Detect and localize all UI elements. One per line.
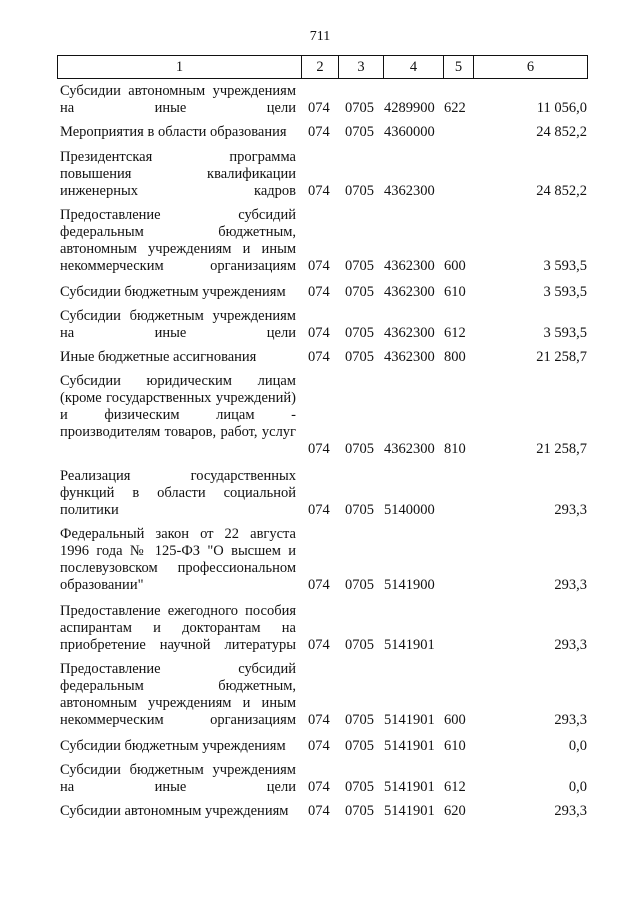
row-cell-c5: 612 xyxy=(444,779,466,795)
column-header-table xyxy=(57,55,588,79)
row-cell-c4: 4362300 xyxy=(384,349,435,365)
column-header-4: 4 xyxy=(384,56,444,79)
row-cell-c4: 5141901 xyxy=(384,712,435,728)
table-row xyxy=(0,349,640,366)
table-row xyxy=(0,468,640,519)
row-name: Предоставление ежегодного пособия аспирантам и докторантам на приобретение научной литературы xyxy=(60,603,296,653)
row-cell-c3: 0705 xyxy=(345,441,374,457)
table-row xyxy=(0,526,640,594)
row-cell-c3: 0705 xyxy=(345,577,374,593)
row-cell-c2: 074 xyxy=(308,124,330,140)
row-cell-c3: 0705 xyxy=(345,325,374,341)
row-name: Субсидии бюджетным учреждениям на иные цели xyxy=(60,762,296,795)
row-name: Федеральный закон от 22 августа 1996 года № 125-ФЗ "О высшем и послевузовском профессиональном образовании" xyxy=(60,526,296,593)
row-cell-c4: 5140000 xyxy=(384,502,435,518)
row-cell-c2: 074 xyxy=(308,325,330,341)
row-cell-c3: 0705 xyxy=(345,738,374,754)
row-cell-c3: 0705 xyxy=(345,637,374,653)
column-header-row xyxy=(58,56,588,79)
row-cell-c4: 4362300 xyxy=(384,441,435,457)
row-cell-c4: 4362300 xyxy=(384,258,435,274)
table-row xyxy=(0,803,640,820)
column-header-6: 6 xyxy=(474,56,588,79)
row-cell-c2: 074 xyxy=(308,803,330,819)
row-cell-c2: 074 xyxy=(308,284,330,300)
row-cell-c5: 612 xyxy=(444,325,466,341)
row-cell-c2: 074 xyxy=(308,349,330,365)
row-name: Мероприятия в области образования xyxy=(60,124,287,140)
page-number: 711 xyxy=(309,29,331,44)
row-cell-c3: 0705 xyxy=(345,284,374,300)
row-cell-c6: 21 258,7 xyxy=(536,349,587,365)
column-header-5: 5 xyxy=(444,56,474,79)
row-cell-c6: 3 593,5 xyxy=(543,258,587,274)
row-cell-c6: 24 852,2 xyxy=(536,124,587,140)
row-cell-c3: 0705 xyxy=(345,803,374,819)
row-cell-c4: 4362300 xyxy=(384,183,435,199)
row-cell-c4: 5141901 xyxy=(384,803,435,819)
row-cell-c6: 11 056,0 xyxy=(536,100,587,116)
row-cell-c4: 4360000 xyxy=(384,124,435,140)
row-cell-c6: 3 593,5 xyxy=(543,325,587,341)
row-cell-c4: 4362300 xyxy=(384,284,435,300)
row-name: Президентская программа повышения квалификации инженерных кадров xyxy=(60,149,296,199)
row-cell-c6: 0,0 xyxy=(568,738,587,754)
row-cell-c3: 0705 xyxy=(345,712,374,728)
table-row xyxy=(0,738,640,755)
row-name: Предоставление субсидий федеральным бюджетным, автономным учреждениям и иным некоммерческим организациям xyxy=(60,207,296,274)
row-cell-c3: 0705 xyxy=(345,349,374,365)
row-cell-c3: 0705 xyxy=(345,100,374,116)
row-cell-c6: 3 593,5 xyxy=(543,284,587,300)
row-name: Субсидии автономным учреждениям xyxy=(60,803,289,819)
row-cell-c4: 5141900 xyxy=(384,577,435,593)
row-cell-c2: 074 xyxy=(308,100,330,116)
row-cell-c3: 0705 xyxy=(345,124,374,140)
row-cell-c6: 293,3 xyxy=(554,803,587,819)
table-row xyxy=(0,762,640,796)
row-cell-c6: 0,0 xyxy=(568,779,587,795)
table-row xyxy=(0,207,640,275)
row-cell-c5: 810 xyxy=(444,441,466,457)
row-cell-c3: 0705 xyxy=(345,502,374,518)
row-cell-c6: 293,3 xyxy=(554,502,587,518)
row-cell-c2: 074 xyxy=(308,441,330,457)
table-row xyxy=(0,124,640,141)
row-name: Предоставление субсидий федеральным бюджетным, автономным учреждениям и иным некоммерческим организациям xyxy=(60,661,296,728)
row-cell-c4: 4362300 xyxy=(384,325,435,341)
row-name: Субсидии бюджетным учреждениям xyxy=(60,738,286,754)
row-name: Субсидии бюджетным учреждениям на иные цели xyxy=(60,308,296,341)
row-cell-c6: 293,3 xyxy=(554,577,587,593)
row-cell-c3: 0705 xyxy=(345,779,374,795)
row-cell-c2: 074 xyxy=(308,258,330,274)
table-row xyxy=(0,149,640,200)
row-name: Реализация государственных функций в области социальной политики xyxy=(60,468,296,518)
table-row xyxy=(0,83,640,117)
row-cell-c2: 074 xyxy=(308,779,330,795)
row-cell-c6: 293,3 xyxy=(554,712,587,728)
row-cell-c4: 5141901 xyxy=(384,738,435,754)
row-cell-c3: 0705 xyxy=(345,183,374,199)
row-cell-c5: 800 xyxy=(444,349,466,365)
row-cell-c4: 5141901 xyxy=(384,779,435,795)
row-cell-c5: 600 xyxy=(444,712,466,728)
row-cell-c5: 610 xyxy=(444,284,466,300)
row-name: Субсидии автономным учреждениям на иные цели xyxy=(60,83,296,116)
row-cell-c4: 5141901 xyxy=(384,637,435,653)
row-cell-c5: 610 xyxy=(444,738,466,754)
row-name: Иные бюджетные ассигнования xyxy=(60,349,257,365)
row-name: Субсидии юридическим лицам (кроме государственных учреждений) и физическим лицам - производителям товаров, работ, услуг xyxy=(60,373,296,440)
column-header-2: 2 xyxy=(302,56,339,79)
row-cell-c5: 620 xyxy=(444,803,466,819)
row-cell-c5: 622 xyxy=(444,100,466,116)
column-header-1: 1 xyxy=(58,56,302,79)
row-cell-c6: 293,3 xyxy=(554,637,587,653)
row-cell-c2: 074 xyxy=(308,577,330,593)
row-cell-c4: 4289900 xyxy=(384,100,435,116)
row-cell-c2: 074 xyxy=(308,738,330,754)
table-row xyxy=(0,308,640,342)
table-row xyxy=(0,661,640,729)
row-cell-c5: 600 xyxy=(444,258,466,274)
table-row xyxy=(0,603,640,654)
row-cell-c2: 074 xyxy=(308,502,330,518)
row-cell-c2: 074 xyxy=(308,712,330,728)
row-cell-c2: 074 xyxy=(308,637,330,653)
row-cell-c3: 0705 xyxy=(345,258,374,274)
table-row xyxy=(0,373,640,458)
table-row xyxy=(0,284,640,301)
row-cell-c2: 074 xyxy=(308,183,330,199)
row-cell-c6: 24 852,2 xyxy=(536,183,587,199)
column-header-3: 3 xyxy=(339,56,384,79)
row-cell-c6: 21 258,7 xyxy=(536,441,587,457)
row-name: Субсидии бюджетным учреждениям xyxy=(60,284,286,300)
